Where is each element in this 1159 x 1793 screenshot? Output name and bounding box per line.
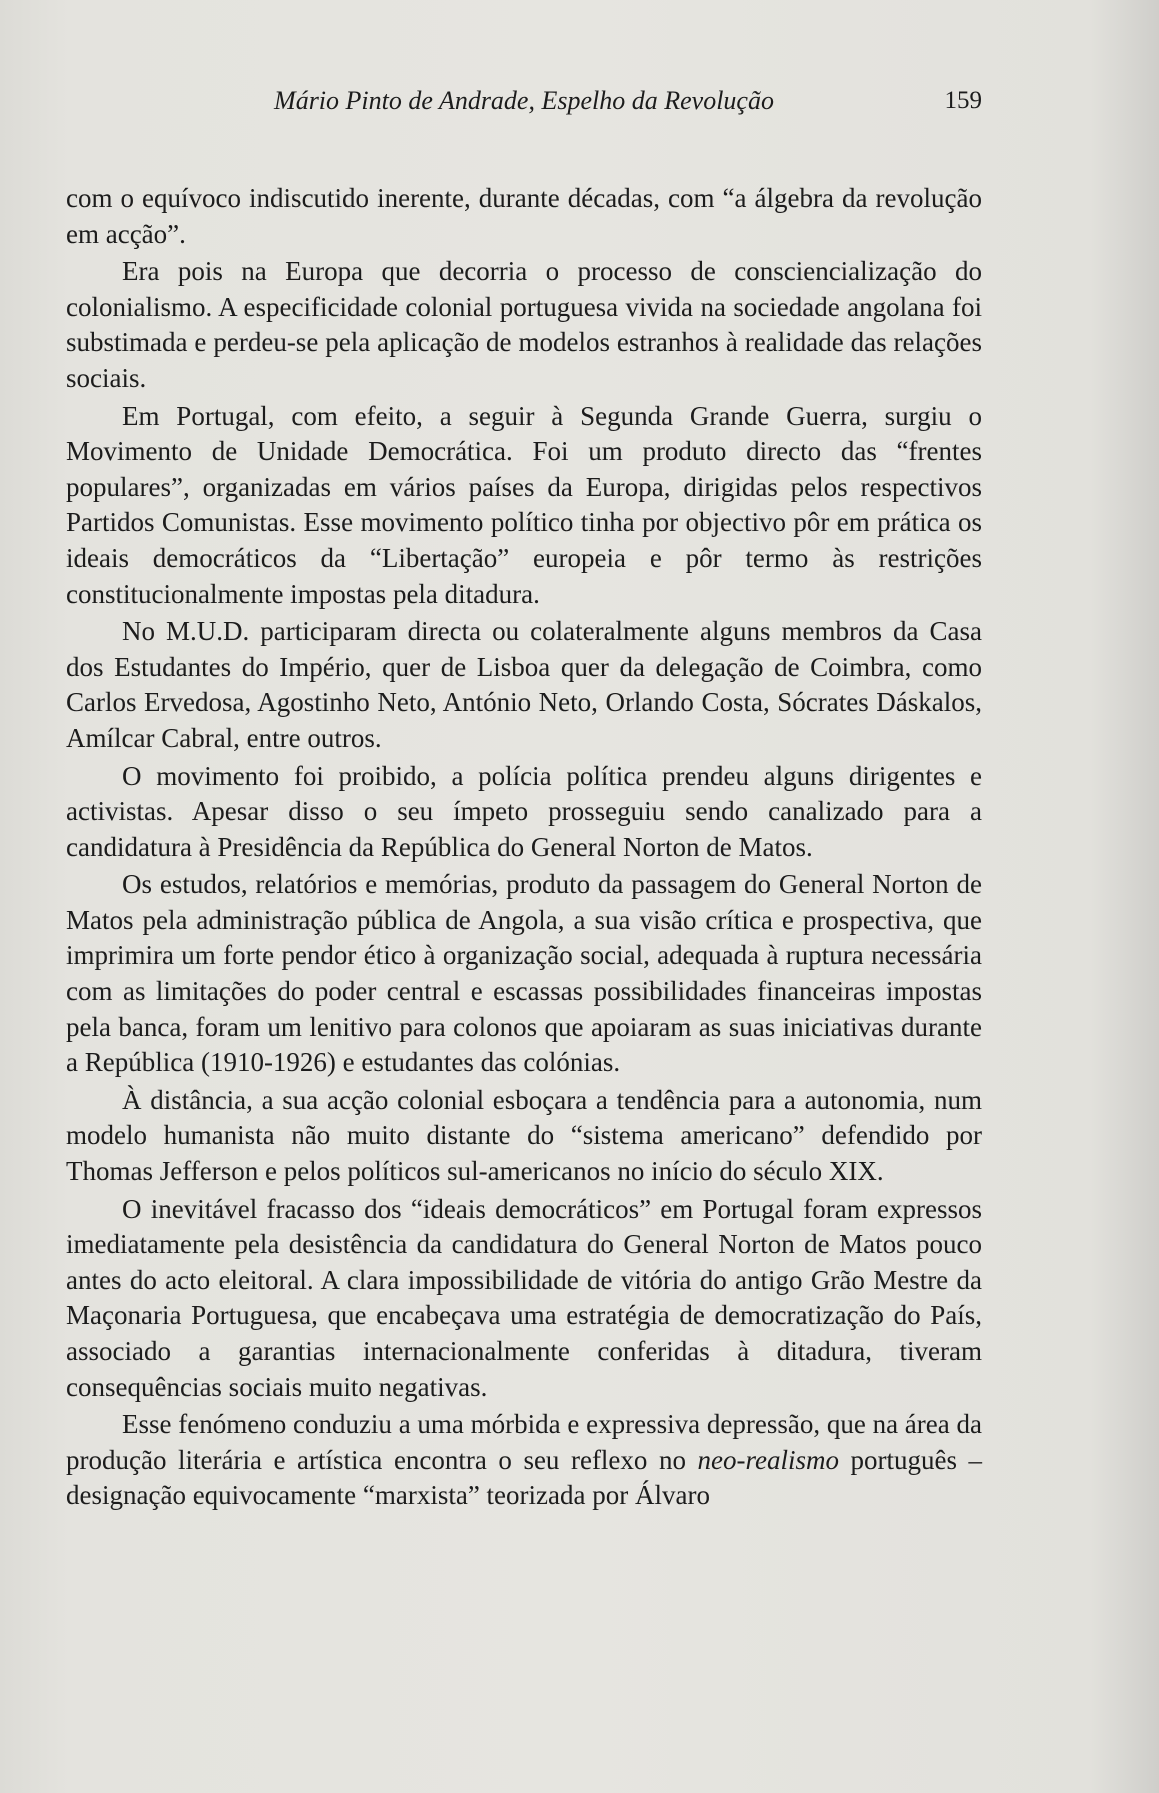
paragraph: À distância, a sua acção colonial esboçara a tendência para a autonomia, num modelo humanista não muito distante do “sistema americano” defendido por Thomas Jefferson e pelos políticos sul-americanos no início do século XIX. [66,1084,982,1187]
text-run: português – designação equivocamente “marxista” teorizada por Álvaro [66,1444,983,1511]
paragraph: No M.U.D. participaram directa ou colateralmente alguns membros da Casa dos Estudantes do Império, quer de Lisboa quer da delegação de Coimbra, como Carlos Ervedosa, Agostinho Neto, António Neto, Orlando Costa, Sócrates Dáskalos, Amílcar Cabral, entre outros. [66,616,982,753]
paragraph: Era pois na Europa que decorria o processo de consciencialização do colonialismo. A especificidade colonial portuguesa vivida na sociedade angolana foi substimada e perdeu-se pela aplicação de modelos estranhos à realidade das relações sociais. [66,256,982,393]
page-number: 159 [944,87,982,114]
italic-term: neo-realismo [697,1444,839,1475]
paragraph: Em Portugal, com efeito, a seguir à Segunda Grande Guerra, surgiu o Movimento de Unidade Democrática. Foi um produto directo das “frentes populares”, organizadas em vários países da Europa, dirigidas pelos respectivos Partidos Comunistas. Esse movimento político tinha por objectivo pôr em prática os ideais democráticos da “Libertação” europeia e pôr termo às restrições constitucionalmente impostas pela ditadura. [66,400,982,609]
paragraph: O movimento foi proibido, a polícia política prendeu alguns dirigentes e activistas. Apesar disso o seu ímpeto prosseguiu sendo canalizado para a candidatura à Presidência da República do General Norton de Matos. [66,760,982,862]
paragraph-last [66,1407,982,1514]
paragraph: Os estudos, relatórios e memórias, produto da passagem do General Norton de Matos pela administração pública de Angola, a sua visão crítica e prospectiva, que imprimira um forte pendor ético à organização social, adequada à ruptura necessária com as limitações do poder central e escassas possibilidades financeiras impostas pela banca, foram um lenitivo para colonos que apoiaram as suas iniciativas durante a República (1910-1926) e estudantes das colónias. [66,869,982,1078]
running-title: Mário Pinto de Andrade, Espelho da Revolução [274,86,774,115]
text-run: Esse fenómeno conduziu a uma mórbida e expressiva depressão, que na área da produção literária e artística encontra o seu reflexo no [66,1409,982,1475]
body-text [66,181,982,1514]
running-header [66,84,982,124]
paragraph: O inevitável fracasso dos “ideais democráticos” em Portugal foram expressos imediatamente pela desistência da candidatura do General Norton de Matos pouco antes do acto eleitoral. A clara impossibilidade de vitória do antigo Grão Mestre da Maçonaria Portuguesa, que encabeçava uma estratégia de democratização do País, associado a garantias internacionalmente conferidas à ditadura, tiveram consequências sociais muito negativas. [66,1193,982,1402]
paragraph-continuation: com o equívoco indiscutido inerente, durante décadas, com “a álgebra da revolução em acção”. [66,183,982,249]
